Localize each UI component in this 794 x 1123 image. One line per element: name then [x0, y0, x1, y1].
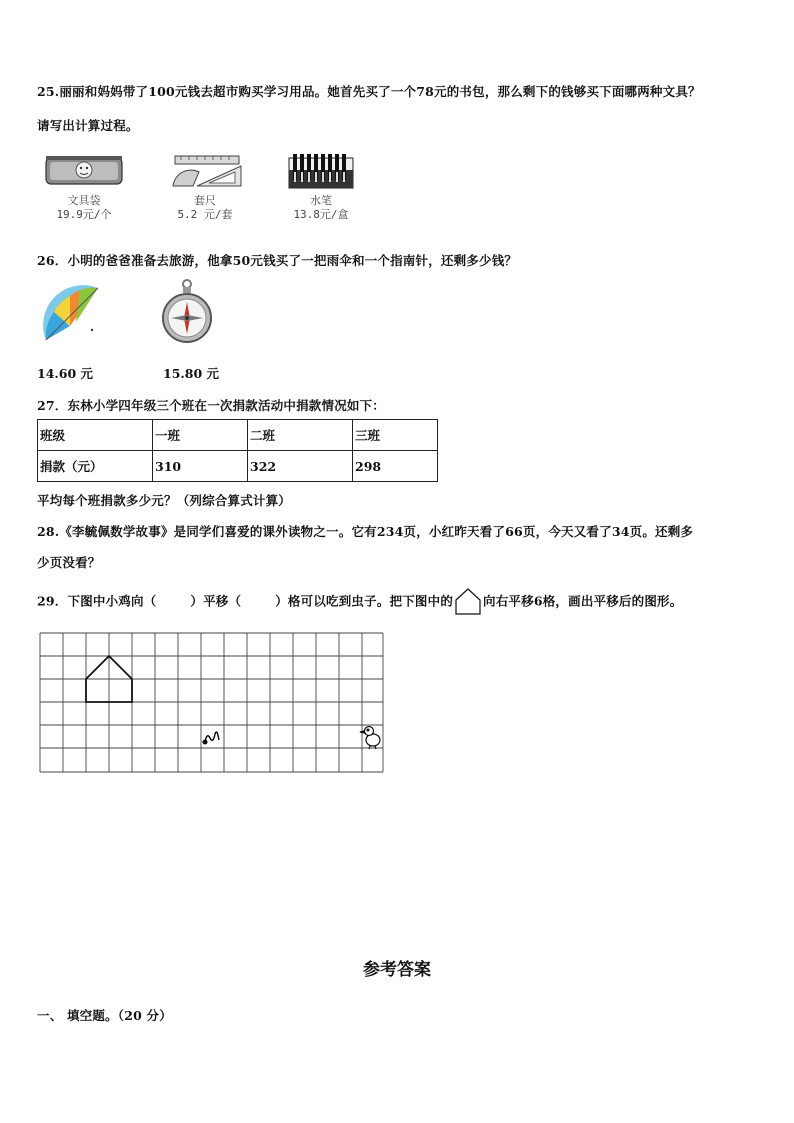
chick-icon: [360, 727, 380, 750]
compass-price: 15.80 元: [163, 366, 219, 381]
ruler-set-icon: [163, 150, 247, 190]
table-cell: 298: [353, 451, 438, 482]
pencil-case-label: 文具袋: [67, 194, 101, 207]
table-row: [38, 451, 438, 482]
q27-question: 平均每个班捐款多少元？（列综合算式计算）: [37, 493, 292, 508]
q29-text: [37, 588, 682, 616]
q29-part3: ）格可以吃到虫子。把下图中的: [275, 593, 454, 609]
q29-part1: 29．下图中小鸡向（: [37, 593, 157, 609]
pen-box-price: 13.8元/盒: [293, 208, 349, 221]
table-row: [38, 420, 438, 451]
worm-icon: [203, 732, 219, 744]
q25-line2: 请写出计算过程。: [37, 118, 139, 133]
pen-box-label: 水笔: [310, 194, 332, 207]
table-cell: 322: [248, 451, 353, 482]
q29-part4: 向右平移6格，画出平移后的图形。: [483, 593, 683, 609]
answer-section-heading: 一、 填空题。（20 分）: [37, 1008, 172, 1023]
umbrella-price: 14.60 元: [37, 366, 93, 381]
umbrella-icon: [40, 282, 106, 348]
q26-text: 26．小明的爸爸准备去旅游，他拿50元钱买了一把雨伞和一个指南针，还剩多少钱？: [37, 253, 518, 268]
pen-box-icon: [279, 150, 363, 190]
answer-title: 参考答案: [363, 960, 431, 980]
q27-text: 27．东林小学四年级三个班在一次捐款活动中捐款情况如下：: [37, 398, 385, 413]
ruler-set-item: [160, 150, 250, 222]
pen-box-item: [276, 150, 366, 222]
q28-line1: 28.《李毓佩数学故事》是同学们喜爱的课外读物之一。它有234页，小红昨天看了66页，今天又看了34页。还剩多: [37, 524, 694, 539]
pencil-case-item: [40, 150, 128, 222]
table-cell: 310: [153, 451, 248, 482]
donation-table: [37, 419, 438, 482]
pencil-case-icon: [42, 150, 126, 190]
translation-grid[interactable]: [39, 632, 385, 776]
ruler-set-price: 5.2 元/套: [177, 208, 233, 221]
compass-icon: [160, 278, 214, 350]
table-cell: 捐款（元）: [38, 451, 153, 482]
q28-line2: 少页没看？: [37, 555, 101, 570]
q29-part2: ）平移（: [190, 593, 242, 609]
table-cell: 三班: [353, 420, 438, 451]
table-cell: 班级: [38, 420, 153, 451]
ruler-set-label: 套尺: [194, 194, 216, 207]
pencil-case-price: 19.9元/个: [56, 208, 112, 221]
q25-line1: 25.丽丽和妈妈带了100元钱去超市购买学习用品。她首先买了一个78元的书包，那么剩下的钱够买下面哪两种文具？: [37, 84, 701, 99]
house-shape-icon: [454, 588, 482, 616]
table-cell: 二班: [248, 420, 353, 451]
table-cell: 一班: [153, 420, 248, 451]
